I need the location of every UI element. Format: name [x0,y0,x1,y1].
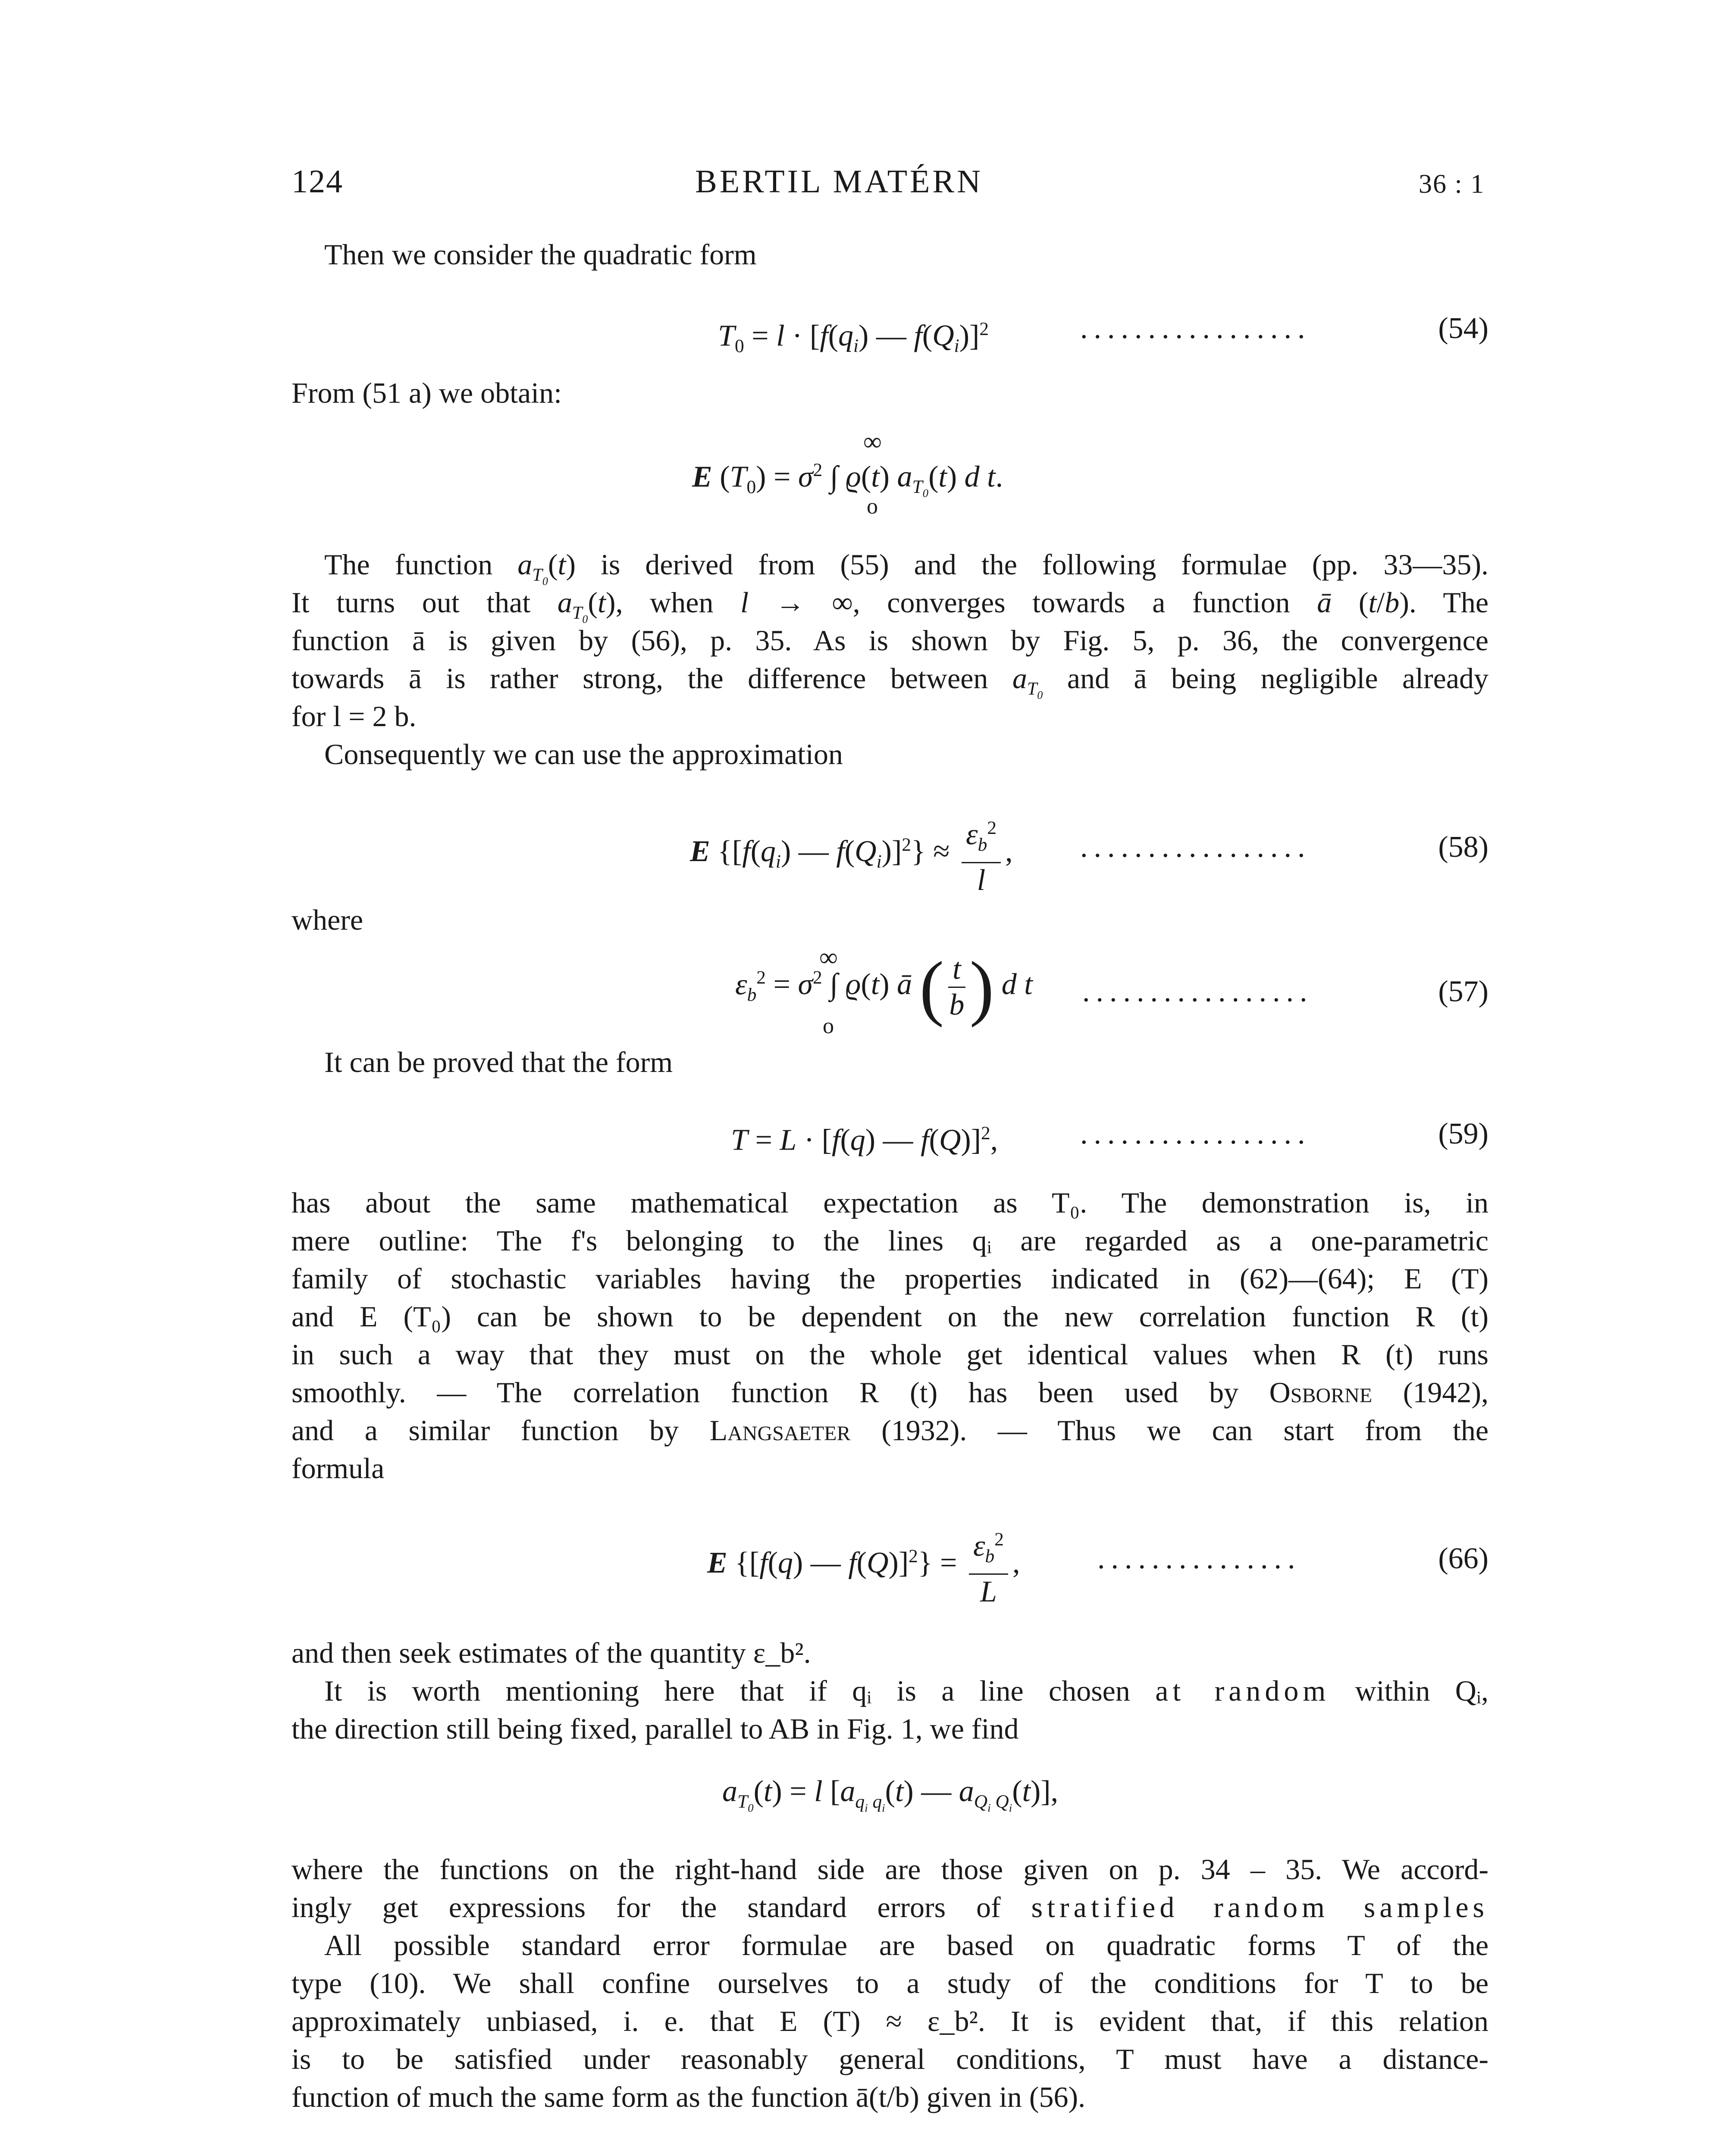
equation-number: (59) [1438,1117,1489,1150]
paragraph-line: It turns out that $a_{T_0}(t)$, when l → ∞, converges towards a function ā (t/b). The [291,586,1489,626]
paragraph-line: in such a way that they must on the whole get identical values when R (t) runs [291,1338,1489,1371]
equation-number: (58) [1438,830,1489,864]
leader-dots: ................. [1080,1117,1311,1150]
equation-expectation-t0: E $(T_0) = \sigma^2$ ∫ ϱ(t) $a_{T_0}(t)$ d t. [692,460,1003,500]
leader-dots: ................. [1082,975,1313,1008]
paragraph-line: Then we consider the quadratic form [324,238,757,271]
integral-lower-limit: o [867,494,878,519]
paragraph-line: It can be proved that the form [324,1046,673,1078]
leader-dots: ................. [1080,312,1311,345]
running-title: BERTIL MATÉRN [695,163,984,200]
paragraph-line: All possible standard error formulae are based on quadratic forms T of the [324,1929,1489,1962]
integral-upper-limit: ∞ [819,943,838,971]
paragraph-line: and E (T₀) can be shown to be dependent on the new correlation function R (t) [291,1300,1489,1333]
equation-66: E {[f(q) — f(Q)]$^2$} = $\frac{\varepsilon_b^2}{L}$ , [707,1522,1020,1609]
paragraph-line: mere outline: The f's belonging to the lines qᵢ are regarded as a one-parametric [291,1224,1489,1257]
author-name: Langsaeter [709,1414,851,1447]
equation-57: $\varepsilon_b^2 = \sigma^2$ ∫ ϱ(t) ā ( $\frac{t}{b}$ ) d t [735,946,1033,1028]
paragraph-line: and a similar function by Langsaeter (1932). — Thus we can start from the [291,1414,1489,1447]
equation-58: E {[$f(q_i)$ — $f(Q_i)]^2$} ≈ $\frac{\varepsilon_b^2}{l}$ , [690,811,1013,898]
paragraph-line: The function $a_{T_0}(t)$ is derived from (55) and the following formulae (pp. 33—35). [324,548,1489,588]
paragraph-line: smoothly. — The correlation function R (t) has been used by Osborne (1942), [291,1376,1489,1409]
paragraph-line: family of stochastic variables having the properties indicated in (62)—(64); E (T) [291,1262,1489,1295]
paragraph-line: ingly get expressions for the standard errors of stratified random samples [291,1891,1489,1924]
paragraph-line: and then seek estimates of the quantity ε_b². [291,1636,811,1669]
equation-59: T = L · [f(q) — f(Q)]$^2$, [731,1123,998,1157]
paragraph-line: formula [291,1452,385,1485]
paragraph-line: for l = 2 b. [291,700,417,733]
paragraph-line: approximately unbiased, i. e. that E (T) ≈ ε_b². It is evident that, if this relation [291,2005,1489,2037]
paragraph-line: where [291,903,364,936]
page-number: 124 [291,163,343,200]
equation-number: (66) [1438,1542,1489,1575]
equation-a-t0: $a_{T_0}(t) = l$ [$a_{q_i q_i}(t)$ — $a_{Q_i Q_i}(t)$], [722,1775,1059,1814]
equation-number: (54) [1438,312,1489,345]
paragraph-line: the direction still being fixed, parallel to AB in Fig. 1, we find [291,1712,1019,1745]
integral-upper-limit: ∞ [863,427,882,456]
issue-number: 36 : 1 [1419,169,1485,199]
paragraph-line: Consequently we can use the approximation [324,738,843,771]
equation-number: (57) [1438,975,1489,1008]
paragraph-line: has about the same mathematical expectation as T₀. The demonstration is, in [291,1186,1489,1219]
leader-dots: ............... [1097,1542,1301,1575]
paragraph-line: It is worth mentioning here that if qᵢ is a line chosen at random within Qᵢ, [324,1674,1489,1707]
paragraph-line: where the functions on the right-hand side are those given on p. 34 – 35. We accord- [291,1853,1489,1886]
author-name: Osborne [1269,1376,1373,1409]
equation-54: $T_0 = l \cdot [f(q_i)$ — $f(Q_i)]^2$ [718,319,989,357]
paragraph-line: function ā is given by (56), p. 35. As is shown by Fig. 5, p. 36, the convergence [291,624,1489,657]
paragraph-line: is to be satisfied under reasonably general conditions, T must have a distance- [291,2043,1489,2075]
paragraph-line: From (51 a) we obtain: [291,376,562,409]
paragraph-line: function of much the same form as the function ā(t/b) given in (56). [291,2081,1086,2113]
integral-lower-limit: o [823,1014,834,1038]
paragraph-line: towards ā is rather strong, the difference between $a_{T_0}$ and ā being negligible already [291,662,1489,702]
paragraph-line: type (10). We shall confine ourselves to a study of the conditions for T to be [291,1967,1489,1999]
leader-dots: ................. [1080,830,1311,864]
